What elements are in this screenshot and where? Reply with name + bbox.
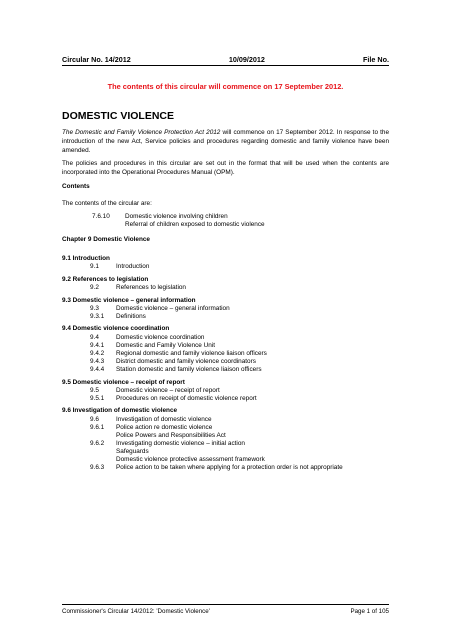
commencement-notice: The contents of this circular will commence on 17 September 2012.: [107, 82, 344, 91]
toc-number: 9.1: [90, 263, 99, 271]
toc-number: 9.6: [90, 415, 99, 423]
toc-number: 9.5: [90, 386, 99, 394]
toc-row: [62, 432, 389, 440]
toc-number: 9.5.1: [90, 394, 105, 402]
section-heading: 9.1 Introduction: [62, 255, 110, 262]
toc-entry-text: Domestic violence – receipt of report: [116, 386, 220, 394]
page-footer: [62, 604, 389, 615]
intro-paragraph-2: The policies and procedures in this circular are set out in the format that will be used when the contents are incorporated into the Operational Procedures Manual (OPM).: [62, 160, 389, 176]
section-heading: 9.3 Domestic violence – general information: [62, 296, 196, 304]
chapter-heading: Chapter 9 Domestic Violence: [62, 236, 150, 243]
toc-row: [62, 395, 389, 403]
toc-number: 9.4.2: [90, 349, 105, 357]
toc-row: [62, 342, 389, 350]
toc-number: 9.2: [90, 283, 99, 291]
footer-title: Commissioner's Circular 14/2012: 'Domestic Violence': [62, 608, 210, 615]
page-number: Page 1 of 105: [350, 608, 389, 615]
toc-entry-text: Investigating domestic violence – initial action: [116, 439, 245, 447]
toc-entry-text: Safeguards: [116, 447, 149, 455]
toc-row: [62, 358, 389, 366]
toc-row: [62, 456, 389, 464]
toc-row: [62, 221, 389, 229]
toc-number: 9.4: [90, 333, 99, 341]
toc-row: [62, 366, 389, 374]
toc-row: [62, 424, 389, 432]
toc-entry-text: Domestic violence – general information: [116, 304, 230, 312]
contents-lead: The contents of the circular are:: [62, 200, 152, 207]
toc-intro-list: [62, 213, 389, 229]
circular-number: Circular No. 14/2012: [62, 55, 131, 64]
toc-number: 9.3.1: [90, 312, 105, 320]
toc-number: 9.6.1: [90, 423, 105, 431]
toc-entry-text: Domestic violence protective assessment framework: [116, 456, 265, 464]
contents-heading: Contents: [62, 183, 90, 190]
toc-number: 9.3: [90, 304, 99, 312]
section-heading: 9.2 References to legislation: [62, 275, 149, 283]
toc-row: [62, 387, 389, 395]
toc-entry-text: Regional domestic and family violence liaison officers: [116, 349, 267, 357]
toc-number: [62, 456, 116, 464]
toc-row: [62, 464, 389, 472]
toc-entry-text: Station domestic and family violence liaison officers: [116, 365, 262, 373]
toc-entry-text: Police Powers and Responsibilities Act: [116, 431, 226, 439]
document-title: DOMESTIC VIOLENCE: [62, 110, 175, 122]
toc-entry-text: Investigation of domestic violence: [116, 415, 212, 423]
toc-number: 9.4.1: [90, 341, 105, 349]
toc-row: [62, 350, 389, 358]
section-heading: 9.5 Domestic violence – receipt of report: [62, 378, 185, 386]
toc-number: 9.6.3: [90, 464, 105, 472]
toc-row: [62, 334, 389, 342]
toc-number: 9.4.4: [90, 365, 105, 373]
toc-number: [62, 448, 116, 456]
toc-row: [62, 213, 389, 221]
toc-number: 9.6.2: [90, 439, 105, 447]
toc-entry-text: Referral of children exposed to domestic violence: [125, 221, 265, 229]
section-heading: 9.6 Investigation of domestic violence: [62, 407, 178, 415]
toc-entry-text: Domestic and Family Violence Unit: [116, 341, 215, 349]
intro-paragraph-1: [62, 128, 389, 155]
toc-row: [62, 440, 389, 448]
toc-number: [62, 432, 116, 440]
circular-date: 10/09/2012: [228, 55, 265, 64]
intro-paragraph-1-text: will commence on 17 September 2012. In response to the introduction of the new Act, Service policies and procedures regarding domestic and family violence have been amended.: [62, 129, 390, 154]
toc-row: [62, 313, 389, 321]
toc-entry-text: Procedures on receipt of domestic violence report: [116, 394, 257, 402]
toc-entry-text: References to legislation: [116, 283, 186, 291]
toc-number: [62, 221, 125, 229]
act-name: The Domestic and Family Violence Protection Act 2012: [62, 129, 221, 136]
toc-entry-text: Domestic violence coordination: [116, 333, 205, 341]
toc-entry-text: Introduction: [116, 263, 150, 271]
toc-row: [62, 284, 389, 292]
toc-entry-text: District domestic and family violence coordinators: [116, 357, 256, 365]
toc-row: [62, 305, 389, 313]
toc-entry-text: Definitions: [116, 312, 146, 320]
toc-number: 7.6.10: [92, 213, 110, 220]
toc-entry-text: Police action re domestic violence: [116, 423, 213, 431]
toc-row: [62, 448, 389, 456]
file-number: File No.: [363, 55, 389, 64]
section-heading: 9.4 Domestic violence coordination: [62, 325, 170, 333]
circular-header: [62, 55, 389, 66]
toc-number: 9.4.3: [90, 357, 105, 365]
toc-sections: [62, 255, 389, 472]
toc-row: [62, 416, 389, 424]
toc-entry-text: Police action to be taken where applying for a protection order is not appropriate: [116, 464, 343, 472]
toc-row: [62, 263, 389, 271]
toc-entry-text: Domestic violence involving children: [125, 213, 228, 220]
